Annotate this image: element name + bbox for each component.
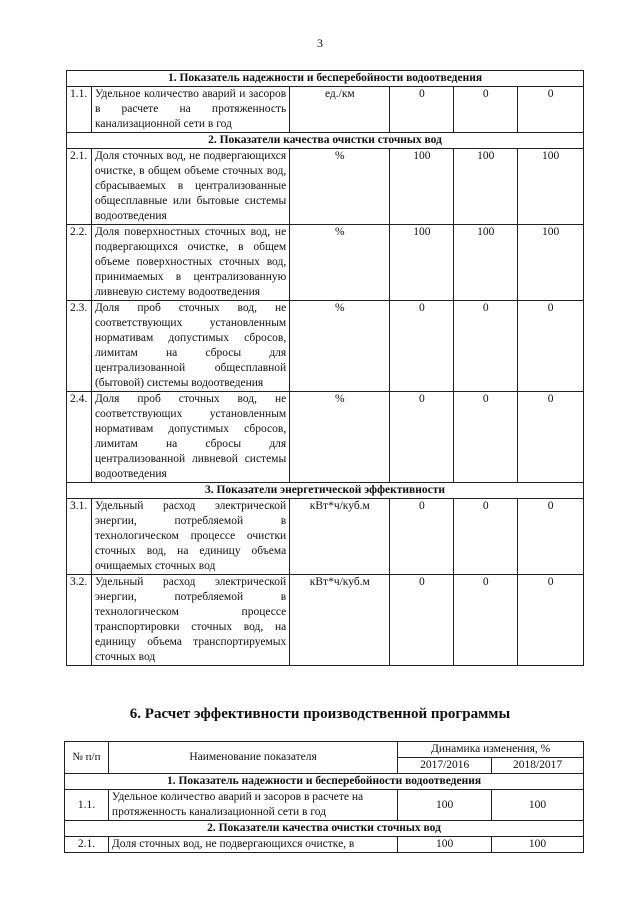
header-year-1: 2017/2016: [398, 758, 492, 774]
row-value-3: 100: [518, 149, 584, 225]
row-name: Удельный расход электрической энергии, потребляемой в технологическом процессе транспортировки сточных вод, на единицу объема транспортируемых сточных вод: [91, 575, 289, 666]
row-number: 2.1.: [65, 837, 109, 853]
section-row: [67, 483, 584, 499]
table-row: [67, 499, 584, 575]
row-name: Удельное количество аварий и засоров в расчете на протяженность канализационной сети в год: [91, 87, 289, 133]
row-value-2: 0: [454, 87, 518, 133]
section-heading: 6. Расчет эффективности производственной программы: [129, 706, 511, 722]
row-name: Доля проб сточных вод, не соответствующих установленным нормативам допустимых сбросов, лимитам на сбросы для централизованной ливневой системы водоотведения: [91, 392, 289, 483]
section-title: 1. Показатель надежности и бесперебойности водоотведения: [67, 71, 584, 87]
row-value-1: 0: [390, 499, 454, 575]
row-name: Удельный расход электрической энергии, потребляемой в технологическом процессе очистки сточных вод, на единицу объема очищаемых сточных вод: [91, 499, 289, 575]
section-title: 3. Показатели энергетической эффективности: [67, 483, 584, 499]
row-value-1: 0: [390, 87, 454, 133]
header-no: № п/п: [65, 742, 109, 774]
row-value-2: 0: [454, 575, 518, 666]
row-value-3: 0: [518, 575, 584, 666]
row-number: 1.1.: [67, 87, 92, 133]
row-value-2: 100: [492, 790, 584, 821]
row-unit: %: [290, 392, 390, 483]
row-value-2: 0: [454, 392, 518, 483]
row-value-3: 0: [518, 301, 584, 392]
row-name: Доля проб сточных вод, не соответствующих установленным нормативам допустимых сбросов, лимитам на сбросы для централизованной общесплавной (бытовой) системы водоотведения: [91, 301, 289, 392]
table-row: [67, 225, 584, 301]
row-value-2: 0: [454, 301, 518, 392]
row-value-3: 0: [518, 392, 584, 483]
header-name: Наименование показателя: [108, 742, 397, 774]
row-number: 3.1.: [67, 499, 92, 575]
indicators-table: [66, 70, 584, 666]
row-value-3: 0: [518, 87, 584, 133]
section-title: 2. Показатели качества очистки сточных вод: [67, 133, 584, 149]
row-unit: кВт*ч/куб.м: [290, 575, 390, 666]
row-value-3: 100: [518, 225, 584, 301]
row-value-1: 0: [390, 392, 454, 483]
row-value-1: 100: [398, 837, 492, 853]
table-row: [67, 87, 584, 133]
table-row: [67, 392, 584, 483]
table-row: [67, 149, 584, 225]
row-value-1: 0: [390, 301, 454, 392]
row-value-2: 100: [454, 225, 518, 301]
row-value-1: 100: [390, 149, 454, 225]
row-value-1: 100: [398, 790, 492, 821]
row-value-3: 0: [518, 499, 584, 575]
table-row: [67, 575, 584, 666]
row-number: 2.4.: [67, 392, 92, 483]
section-row: 1. Показатель надежности и бесперебойности водоотведения: [65, 774, 584, 790]
header-year-2: 2018/2017: [492, 758, 584, 774]
efficiency-table: [64, 741, 584, 853]
row-value-2: 100: [492, 837, 584, 853]
row-name: Удельное количество аварий и засоров в расчете на протяженность канализационной сети в год: [108, 790, 397, 821]
row-number: 2.2.: [67, 225, 92, 301]
section-row: [67, 133, 584, 149]
section-row: [67, 71, 584, 87]
row-value-2: 100: [454, 149, 518, 225]
row-unit: %: [290, 149, 390, 225]
row-unit: %: [290, 225, 390, 301]
table-row: [67, 301, 584, 392]
row-number: 2.3.: [67, 301, 92, 392]
row-unit: ед./км: [290, 87, 390, 133]
row-name: Доля сточных вод, не подвергающихся очистке, в общем объеме сточных вод, сбрасываемых в централизованные общесплавные или бытовые системы водоотведения: [91, 149, 289, 225]
row-value-1: 0: [390, 575, 454, 666]
page-number: 3: [317, 36, 323, 50]
section-row: 2. Показатели качества очистки сточных вод: [65, 821, 584, 837]
row-number: 1.1.: [65, 790, 109, 821]
row-number: 2.1.: [67, 149, 92, 225]
row-name: Доля поверхностных сточных вод, не подвергающихся очистке, в общем объеме поверхностных сточных вод, принимаемых в централизованную ливневую систему водоотведения: [91, 225, 289, 301]
row-unit: %: [290, 301, 390, 392]
row-value-1: 100: [390, 225, 454, 301]
row-number: 3.2.: [67, 575, 92, 666]
row-unit: кВт*ч/куб.м: [290, 499, 390, 575]
header-dynamics: Динамика изменения, %: [398, 742, 584, 758]
row-value-2: 0: [454, 499, 518, 575]
row-name: Доля сточных вод, не подвергающихся очистке, в: [108, 837, 397, 853]
